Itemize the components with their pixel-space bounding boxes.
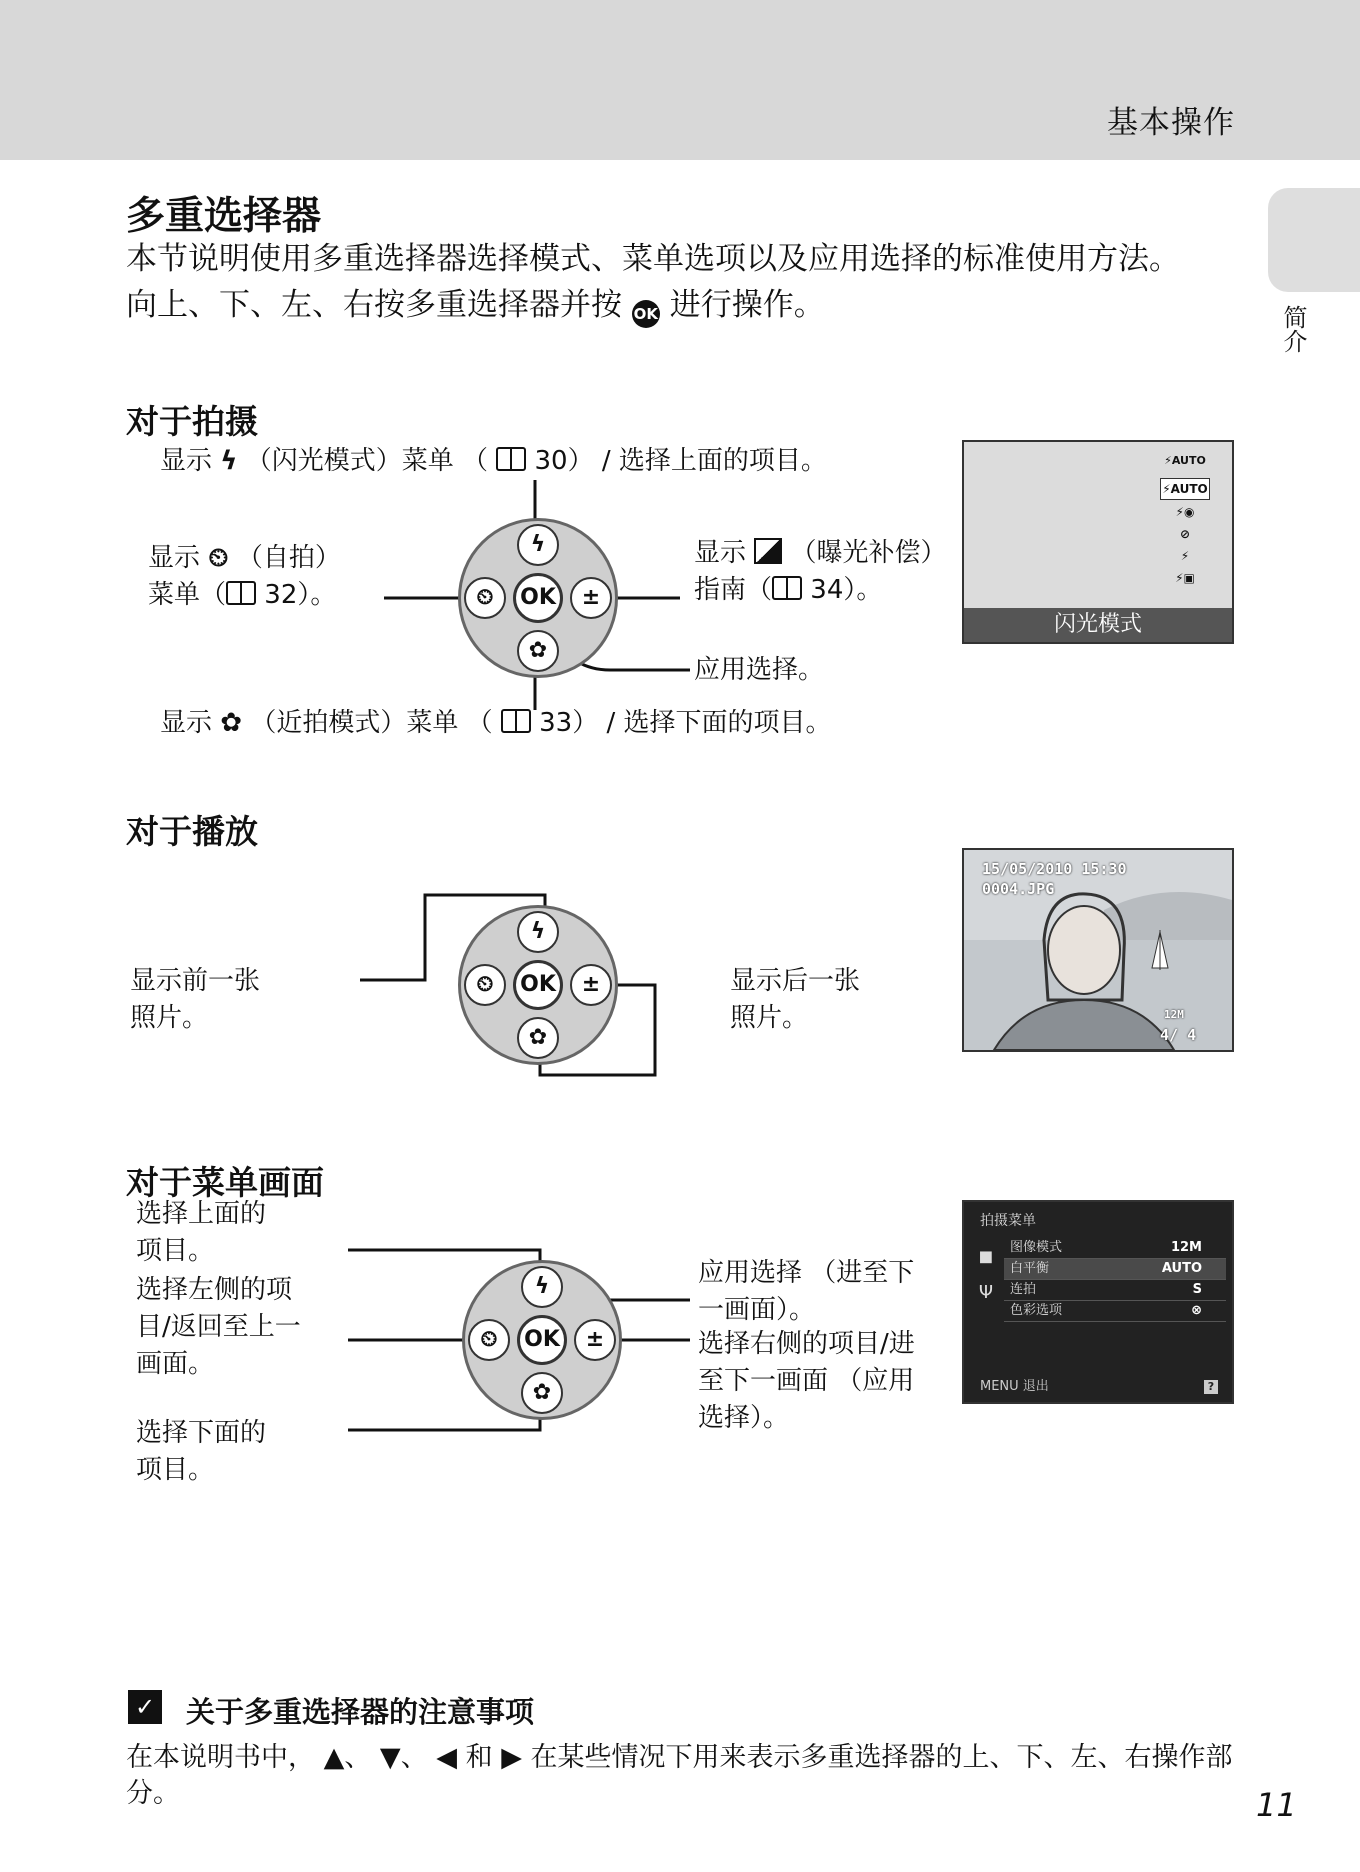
intro-line-1: 本节说明使用多重选择器选择模式、菜单选项以及应用选择的标准使用方法。 — [126, 241, 1180, 277]
menu-screen-title: 拍摄菜单 — [980, 1213, 1036, 1229]
self-timer-icon[interactable]: ⏲ — [464, 577, 506, 619]
playback-right-label: 显示后一张 照片。 — [730, 966, 861, 1033]
note-pencil-icon: ✓ — [128, 1690, 162, 1724]
note-title: 关于多重选择器的注意事项 — [186, 1695, 535, 1729]
shooting-section-title: 对于拍摄 — [126, 402, 258, 441]
multi-selector-playback[interactable] — [458, 905, 618, 1065]
shooting-down-label: 显示 ✿ （近拍模式）菜单 （ 33） / 选择下面的项目。 — [160, 705, 832, 742]
playback-counter: 4/ 4 — [1160, 1026, 1197, 1044]
playback-left-label: 显示前一张 照片。 — [130, 966, 261, 1033]
book-icon — [501, 709, 531, 733]
self-timer-icon[interactable]: ⏲ — [464, 964, 506, 1006]
ok-button[interactable]: OK — [517, 1315, 567, 1365]
macro-icon[interactable]: ✿ — [521, 1372, 563, 1414]
menu-row[interactable]: 连拍 S — [1004, 1280, 1226, 1301]
exposure-comp-icon[interactable]: ± — [574, 1319, 616, 1361]
book-icon — [772, 576, 802, 600]
exposure-comp-icon[interactable]: ± — [570, 964, 612, 1006]
note-text: 在本说明书中， ▲、 ▼、 ◀ 和 ▶ 在某些情况下用来表示多重选择器的上、下、左、右操作部分。 — [126, 1742, 1233, 1809]
self-timer-icon[interactable]: ⏲ — [468, 1319, 510, 1361]
side-tab-label: 简介 — [1279, 305, 1307, 353]
help-icon: ? — [1204, 1380, 1218, 1394]
flash-option: ⚡AUTO — [1160, 478, 1210, 500]
menu-right-label: 选择右侧的项目/进 至下一画面 （应用 选择）。 — [698, 1329, 915, 1433]
flash-option: ⚡▣ — [1175, 571, 1195, 585]
multi-selector-shooting[interactable] — [458, 518, 618, 678]
macro-icon[interactable]: ✿ — [517, 630, 559, 672]
flash-auto-indicator: ⚡AUTO — [1164, 454, 1206, 467]
multi-selector-menu[interactable] — [462, 1260, 622, 1420]
menu-exit-hint: MENU 退出 — [980, 1379, 1049, 1394]
exposure-comp-icon[interactable]: ± — [570, 577, 612, 619]
flash-mode-caption: 闪光模式 — [964, 608, 1232, 642]
menu-row[interactable]: 图像模式 12M — [1004, 1238, 1226, 1259]
flash-icon[interactable]: ϟ — [517, 911, 559, 953]
page-title: 多重选择器 — [126, 194, 322, 239]
image-size-icon: 12M — [1164, 1008, 1184, 1021]
menu-ok-label: 应用选择 （进至下 一画面）。 — [698, 1258, 915, 1325]
shooting-right-label: 显示 （曝光补偿） 指南（ 34）。 — [694, 538, 947, 605]
flash-option-list — [1160, 478, 1210, 602]
book-icon — [496, 447, 526, 471]
playback-datetime: 15/05/2010 15:30 — [982, 860, 1127, 878]
shooting-ok-label: 应用选择。 — [694, 655, 825, 685]
self-timer-icon: ⏲ — [208, 543, 229, 573]
menu-row[interactable]: 白平衡 AUTO — [1004, 1259, 1226, 1280]
playback-screen — [962, 848, 1234, 1052]
camera-icon: ◼ — [978, 1246, 994, 1267]
flash-option: ⚡◉ — [1175, 505, 1195, 519]
book-icon — [226, 581, 256, 605]
ok-button-icon: OK — [632, 300, 660, 328]
shooting-up-label: 显示 ϟ （闪光模式）菜单 （ 30） / 选择上面的项目。 — [160, 443, 827, 480]
exposure-comp-icon — [754, 538, 782, 564]
flash-mode-screen — [962, 440, 1234, 644]
menu-down-label: 选择下面的 项目。 — [136, 1418, 267, 1485]
intro-line-2: 向上、下、左、右按多重选择器并按 OK 进行操作。 — [126, 282, 1216, 328]
menu-section-title: 对于菜单画面 — [126, 1163, 324, 1202]
playback-filename: 0004.JPG — [982, 880, 1055, 898]
playback-section-title: 对于播放 — [126, 812, 258, 851]
page-number: 11 — [1256, 1786, 1297, 1824]
flash-option: ⊘ — [1179, 527, 1191, 541]
menu-up-label: 选择上面的 项目。 — [136, 1199, 267, 1266]
flash-icon: ϟ — [220, 446, 238, 476]
menu-left-label: 选择左侧的项 目/返回至上一 画面。 — [136, 1275, 301, 1379]
wrench-icon: Ψ — [978, 1282, 994, 1303]
ok-button[interactable]: OK — [513, 573, 563, 623]
macro-icon: ✿ — [220, 708, 243, 738]
ok-button[interactable]: OK — [513, 960, 563, 1010]
flash-option: ⚡ — [1180, 549, 1190, 563]
macro-icon[interactable]: ✿ — [517, 1017, 559, 1059]
shooting-menu-screen — [962, 1200, 1234, 1404]
flash-icon[interactable]: ϟ — [521, 1266, 563, 1308]
menu-row[interactable]: 色彩选项 ⊗ — [1004, 1301, 1226, 1322]
shooting-left-label: 显示 ⏲ （自拍） 菜单（ 32）。 — [148, 540, 341, 614]
section-title: 基本操作 — [1107, 105, 1235, 141]
flash-icon[interactable]: ϟ — [517, 524, 559, 566]
